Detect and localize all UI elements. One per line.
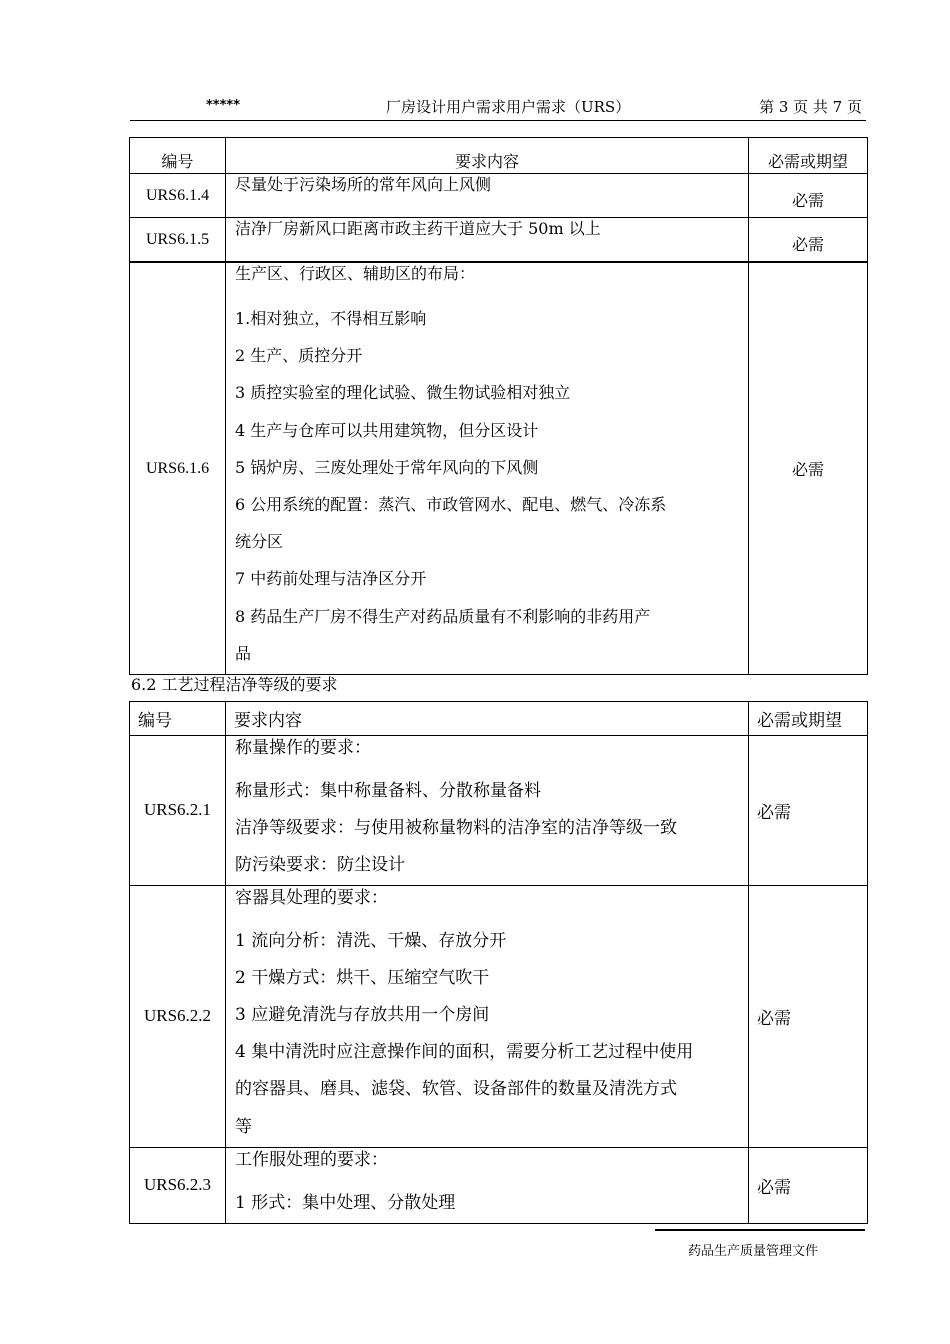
column-header-content: 要求内容 (226, 138, 749, 174)
table-header-row (130, 138, 868, 174)
content-line: 的容器具、磨具、滤袋、软管、设备部件的数量及清洗方式 (235, 1079, 677, 1100)
content-line: 防污染要求：防尘设计 (235, 855, 405, 876)
content-line: 称量操作的要求： (235, 738, 371, 758)
content-line: 称量形式：集中称量备料、分散称量备料 (235, 781, 541, 801)
column-header-code: 编号 (130, 138, 226, 174)
column-header-requirement: 必需或期望 (749, 138, 868, 174)
content-line: 4 生产与仓库可以共用建筑物，但分区设计 (235, 420, 539, 440)
table-row (130, 262, 868, 675)
content-line: 品 (235, 643, 252, 663)
column-header-requirement: 必需或期望 (749, 702, 868, 736)
content-line: 6 公用系统的配置：蒸汽、市政管网水、配电、燃气、冷冻系 (235, 495, 667, 515)
content-line: 7 中药前处理与洁净区分开 (235, 569, 427, 589)
content-line: 8 药品生产厂房不得生产对药品质量有不利影响的非药用产 (235, 606, 651, 626)
document-code: ***** (206, 98, 240, 113)
row-code: URS6.2.3 (130, 1147, 226, 1223)
content-line: 1 流向分析：清洗、干燥、存放分开 (235, 930, 507, 951)
row-code: URS6.2.2 (130, 885, 226, 1147)
table-row (130, 1147, 868, 1223)
page-number: 第 3 页 共 7 页 (759, 98, 862, 116)
content-line: 1.相对独立，不得相互影响 (235, 309, 427, 328)
table-row (130, 885, 868, 1147)
row-code: URS6.1.4 (130, 174, 226, 218)
row-requirement: 必需 (749, 218, 868, 263)
content-line: 生产区、行政区、辅助区的布局： (235, 264, 476, 283)
document-title: 厂房设计用户需求用户需求（URS） (386, 98, 631, 116)
table-row (130, 174, 868, 218)
footer-text: 药品生产质量管理文件 (688, 1244, 819, 1259)
footer-rule (655, 1229, 865, 1231)
column-header-code: 编号 (130, 702, 226, 736)
row-requirement: 必需 (749, 885, 868, 1147)
requirements-table-6-1 (129, 137, 868, 675)
content-line: 3 质控实验室的理化试验、微生物试验相对独立 (235, 383, 571, 403)
row-content (226, 885, 749, 1147)
content-line: 5 锅炉房、三废处理处于常年风向的下风侧 (235, 457, 539, 477)
table-header-row (130, 702, 868, 736)
row-content (226, 736, 749, 886)
row-content (226, 218, 749, 263)
content-line: 统分区 (235, 532, 284, 552)
content-line: 2 干燥方式：烘干、压缩空气吹干 (235, 967, 490, 988)
content-line: 容器具处理的要求： (235, 887, 388, 908)
row-requirement: 必需 (749, 262, 868, 675)
content-line: 3 应避免清洗与存放共用一个房间 (235, 1005, 490, 1026)
table-row (130, 736, 868, 886)
row-code: URS6.1.5 (130, 218, 226, 263)
content-line: 洁净厂房新风口距离市政主药干道应大于 50m 以上 (235, 219, 601, 238)
content-line: 4 集中清洗时应注意操作间的面积，需要分析工艺过程中使用 (235, 1042, 694, 1063)
content-line: 等 (235, 1116, 252, 1137)
content-line: 1 形式：集中处理、分散处理 (235, 1192, 456, 1213)
column-header-content: 要求内容 (226, 702, 749, 736)
content-line: 尽量处于污染场所的常年风向上风侧 (235, 175, 492, 194)
content-line: 工作服处理的要求： (235, 1149, 388, 1170)
page-header (130, 96, 866, 121)
section-title: 6.2 工艺过程洁净等级的要求 (131, 675, 338, 694)
content-line: 2 生产、质控分开 (235, 346, 363, 366)
requirements-table-6-2 (129, 701, 868, 1224)
row-code: URS6.2.1 (130, 736, 226, 886)
row-code: URS6.1.6 (130, 262, 226, 675)
row-content (226, 1147, 749, 1223)
row-content (226, 262, 749, 675)
row-requirement: 必需 (749, 1147, 868, 1223)
row-requirement: 必需 (749, 174, 868, 218)
row-content (226, 174, 749, 218)
content-line: 洁净等级要求：与使用被称量物料的洁净室的洁净等级一致 (235, 818, 677, 839)
row-requirement: 必需 (749, 736, 868, 886)
table-row (130, 218, 868, 263)
